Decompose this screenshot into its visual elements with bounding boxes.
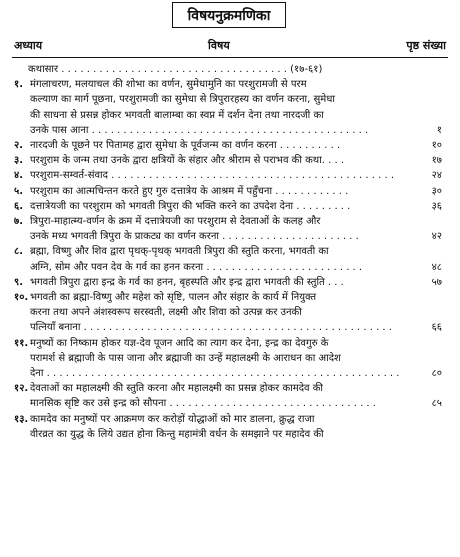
entry-number: ८. xyxy=(14,246,23,258)
entry-text xyxy=(30,184,442,199)
header-page: पृष्ठ संख्या xyxy=(406,39,446,52)
entry-text xyxy=(30,412,442,442)
entry-line xyxy=(30,138,442,153)
entry-line xyxy=(30,351,442,366)
entry-line-text: भगवती का ब्रह्मा-विष्णु और महेश को सृष्टि, पालन और संहार के कार्य में नियुक्त xyxy=(30,292,317,304)
entry-line xyxy=(30,396,442,411)
entry-text xyxy=(30,153,442,168)
entry-text xyxy=(30,290,442,336)
contents-entry xyxy=(0,336,460,382)
entry-number: ४. xyxy=(14,170,23,182)
entry-line xyxy=(30,305,442,320)
entry-page-number: ३० xyxy=(431,185,442,197)
entry-number: १३. xyxy=(14,413,29,425)
entry-line xyxy=(30,320,442,335)
contents-entry xyxy=(0,138,460,153)
entry-text xyxy=(30,244,442,274)
contents-entry xyxy=(0,412,460,442)
entry-number: १२. xyxy=(14,383,29,395)
entry-line xyxy=(30,123,442,138)
entry-page-number: ४२ xyxy=(431,231,442,243)
entry-line xyxy=(30,184,442,199)
entry-page-number: ६६ xyxy=(431,322,442,334)
header-divider xyxy=(12,57,448,58)
contents-entry xyxy=(0,153,460,168)
entry-number: ११. xyxy=(14,337,29,349)
entry-line xyxy=(30,260,442,275)
entry-line-text: ब्रह्मा, विष्णु और शिव द्वारा पृथक्-पृथक् भगवती त्रिपुरा की स्तुति करना, भगवती का xyxy=(30,246,329,258)
entry-line-text: परशुराम-सम्वर्त-संवाद . . . . . . . . . . . . . . . . . . . . . . . . . . . . . . . . . . . . . . . . . . . . . xyxy=(30,170,395,182)
entry-number: १. xyxy=(14,79,23,91)
entry-page-number: १ xyxy=(436,124,442,136)
entry-line xyxy=(30,199,442,214)
entry-line xyxy=(30,108,442,123)
entry-line-text: करना तथा अपने अंशस्वरूप सरस्वती, लक्ष्मी और शिवा को उत्पन्न कर उनकी xyxy=(30,307,302,319)
entry-text xyxy=(30,336,442,382)
entry-number: ५. xyxy=(14,185,23,197)
entry-line-text: दत्तात्रेयजी का परशुराम को भगवती त्रिपुरा की भक्ति करने का उपदेश देना . . . . . . . . . xyxy=(30,200,351,212)
contents-entry xyxy=(0,381,460,411)
entry-text xyxy=(30,168,442,183)
contents-entry xyxy=(0,214,460,244)
entry-number: २. xyxy=(14,140,23,152)
entry-line xyxy=(30,244,442,259)
contents-list xyxy=(0,62,460,442)
entry-text xyxy=(30,381,442,411)
entry-text xyxy=(30,275,442,290)
entry-line-text: कथासार . . . . . . . . . . . . . . . . . . . . . . . . . . . . . . . . . . . . (१७-६१) xyxy=(28,64,323,75)
entry-line xyxy=(30,381,442,396)
entry-page-number: ४८ xyxy=(431,261,442,273)
entry-line-text: अग्नि, सोम और पवन देव के गर्व का हनन करना . . . . . . . . . . . . . . . . . . . . . . . . . xyxy=(30,261,363,273)
entry-line-text: कामदेव का मनुष्यों पर आक्रमण कर करोड़ों योद्धाओं को मार डालना, क्रुद्ध राजा xyxy=(30,413,315,425)
entry-line-text: परशुराम का आत्मचिन्तन करते हुए गुरु दत्तात्रेय के आश्रम में पहुँचना . . . . . . . . . . . . xyxy=(30,185,349,197)
entry-page-number: १० xyxy=(431,140,442,152)
entry-line xyxy=(30,77,442,92)
entry-line-text: मानसिक सृष्टि कर उसे इन्द्र को सौपना . . . . . . . . . . . . . . . . . . . . . . . . . . . . . . . . . xyxy=(30,398,376,410)
entry-line-text: भगवती त्रिपुरा द्वारा इन्द्र के गर्व का हनन, बृहस्पति और इन्द्र द्वारा भगवती की स्तुति . . . xyxy=(30,276,344,288)
entry-line xyxy=(30,168,442,183)
entry-number: ७. xyxy=(14,216,23,228)
page-title: विषयनुक्रमणिका xyxy=(172,2,286,28)
contents-entry xyxy=(0,290,460,336)
entry-line-text: मंगलाचरण, मलयाचल की शोभा का वर्णन, सुमेधामुनि का परशुरामजी से परम xyxy=(30,79,307,91)
entry-line xyxy=(30,427,442,442)
entry-page-number: २४ xyxy=(431,170,442,182)
entry-line xyxy=(30,366,442,381)
contents-entry xyxy=(0,275,460,290)
entry-text xyxy=(30,77,442,138)
entry-text xyxy=(30,138,442,153)
contents-entry xyxy=(0,77,460,138)
entry-line-text: की साधना से प्रसन्न होकर भगवती बालाम्बा का स्वप्न में दर्शन देना तथा नारदजी का xyxy=(30,109,324,121)
entry-line-text: कल्याण का मार्ग पूछना, परशुरामजी का सुमेधा से त्रिपुरारहस्य का वर्णन करना, सुमेधा xyxy=(30,94,335,106)
entry-number: ६. xyxy=(14,200,23,212)
contents-entry xyxy=(0,199,460,214)
entry-line xyxy=(28,62,442,77)
entry-line-text: नारदजी के पूछने पर पितामह द्वारा सुमेधा के पूर्वजन्म का वर्णन करना . . . . . . . . . . xyxy=(30,140,341,152)
entry-line xyxy=(30,92,442,107)
entry-line-text: पत्नियाँ बनाना . . . . . . . . . . . . . . . . . . . . . . . . . . . . . . . . . . . . . . . . . . . . . . . . . xyxy=(30,322,392,334)
entry-line-text: उनके पास आना . . . . . . . . . . . . . . . . . . . . . . . . . . . . . . . . . . . . . . . . . . . . xyxy=(30,124,369,136)
entry-line-text: उनके मध्य भगवती त्रिपुरा के प्राकट्य का वर्णन करना . . . . . . . . . . . . . . . . . . . . . . xyxy=(30,231,359,243)
entry-line xyxy=(30,229,442,244)
contents-entry xyxy=(0,244,460,274)
entry-line-text: देवताओं का महालक्ष्मी की स्तुति करना और महालक्ष्मी का प्रसन्न होकर कामदेव की xyxy=(30,383,324,395)
entry-line xyxy=(30,336,442,351)
contents-entry xyxy=(0,62,460,77)
entry-line-text: त्रिपुरा-माहात्म्य-वर्णन के क्रम में दत्तात्रेयजी का परशुराम से देवताओं के कलह और xyxy=(30,216,321,228)
entry-line-text: परामर्श से ब्रह्माजी के पास जाना और ब्रह्माजी का उन्हें महालक्ष्मी के आराधन का आदेश xyxy=(30,352,341,364)
entry-page-number: ३६ xyxy=(431,200,442,212)
entry-page-number: १७ xyxy=(431,155,442,167)
entry-line-text: देना . . . . . . . . . . . . . . . . . . . . . . . . . . . . . . . . . . . . . . . . . . . . . . . . . . . . . . . . xyxy=(30,368,400,380)
entry-page-number: ८० xyxy=(431,368,442,380)
entry-page-number: ५७ xyxy=(431,276,442,288)
header-chapter: अध्याय xyxy=(14,39,43,52)
entry-page-number: ८५ xyxy=(431,398,442,410)
entry-text xyxy=(30,199,442,214)
entry-number: ९. xyxy=(14,276,23,288)
entry-line-text: मनुष्यों का निष्काम होकर यज्ञ-देव पूजन आदि का त्याग कर देना, इन्द्र का देवगुरु के xyxy=(30,337,329,349)
entry-number: ३. xyxy=(14,155,23,167)
entry-line-text: परशुराम के जन्म तथा उनके द्वारा क्षत्रियों के संहार और श्रीराम से पराभव की कथा. . . . xyxy=(30,155,345,167)
header-topic: विषय xyxy=(208,39,230,52)
entry-line xyxy=(30,275,442,290)
column-headers xyxy=(0,38,460,58)
entry-text xyxy=(30,214,442,244)
entry-text xyxy=(28,62,442,77)
entry-line xyxy=(30,153,442,168)
contents-entry xyxy=(0,168,460,183)
contents-entry xyxy=(0,184,460,199)
entry-line xyxy=(30,412,442,427)
entry-line xyxy=(30,290,442,305)
entry-line xyxy=(30,214,442,229)
entry-number: १०. xyxy=(14,292,29,304)
entry-line-text: वीरव्रत का युद्ध के लिये उद्यत होना किन्तु महामंत्री वर्धन के समझाने पर महादेव की xyxy=(30,428,324,440)
